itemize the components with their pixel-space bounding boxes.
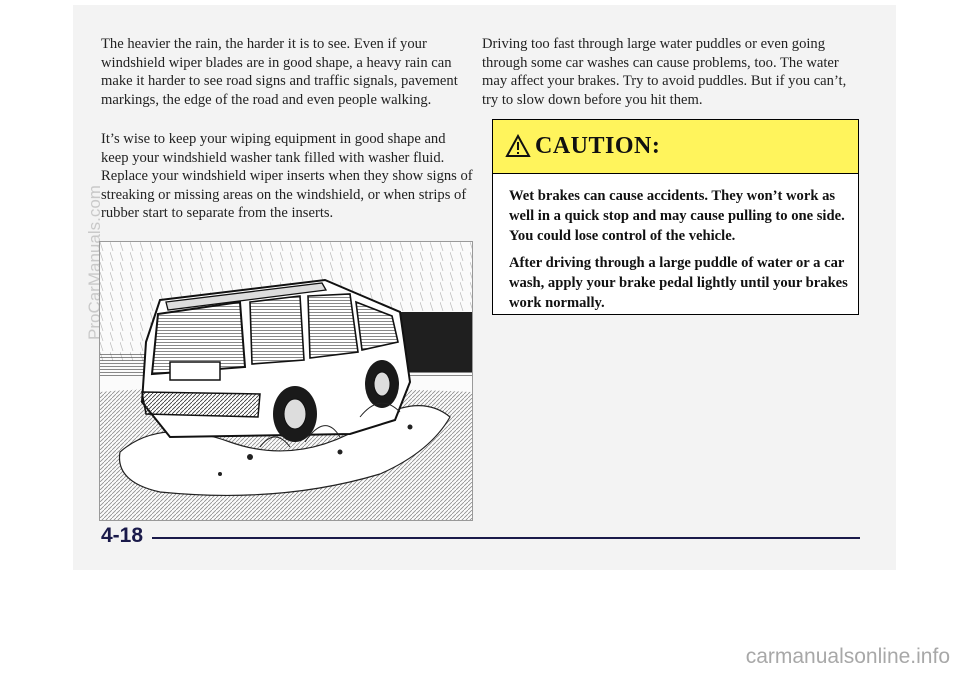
watermark-procarmanuals: ProCarManuals.com bbox=[85, 185, 104, 340]
caution-title: CAUTION: bbox=[535, 133, 661, 159]
body-paragraph-water-puddles: Driving too fast through large water puddles or even going through some car washes can cause problems, too. The water may affect your brakes. Try to avoid puddles. But if you can’t, try to slow down before you hit them. bbox=[482, 36, 847, 108]
body-paragraph-rain-visibility: The heavier the rain, the harder it is to see. Even if your windshield wiper blades are in good shape, a heavy rain can make it harder to see road signs and traffic signals, pavement markings, the edge of the road and even people walking. bbox=[101, 36, 458, 108]
caution-header bbox=[493, 120, 858, 174]
minivan-puddle-illustration bbox=[99, 241, 473, 521]
watermark-carmanualsonline: carmanualsonline.info bbox=[745, 645, 950, 668]
caution-paragraph-wet-brakes: Wet brakes can cause accidents. They won’t work as well in a quick stop and may cause pulling to one side. You could lose control of the vehicle. bbox=[509, 188, 845, 244]
page-number: 4-18 bbox=[101, 524, 144, 547]
caution-box bbox=[492, 119, 859, 315]
caution-body bbox=[509, 186, 849, 320]
body-paragraph-wiper-maintenance: It’s wise to keep your wiping equipment in good shape and keep your windshield washer tank filled with washer fluid. Replace your windshield wiper inserts when they show signs of streaking or missing areas on the windshield, or when strips of rubber start to separate from the inserts. bbox=[101, 131, 473, 222]
warning-triangle-icon bbox=[505, 134, 531, 158]
caution-paragraph-apply-brakes: After driving through a large puddle of water or a car wash, apply your brake pedal lightly until your brakes work normally. bbox=[509, 255, 848, 311]
footer-divider bbox=[152, 537, 860, 539]
